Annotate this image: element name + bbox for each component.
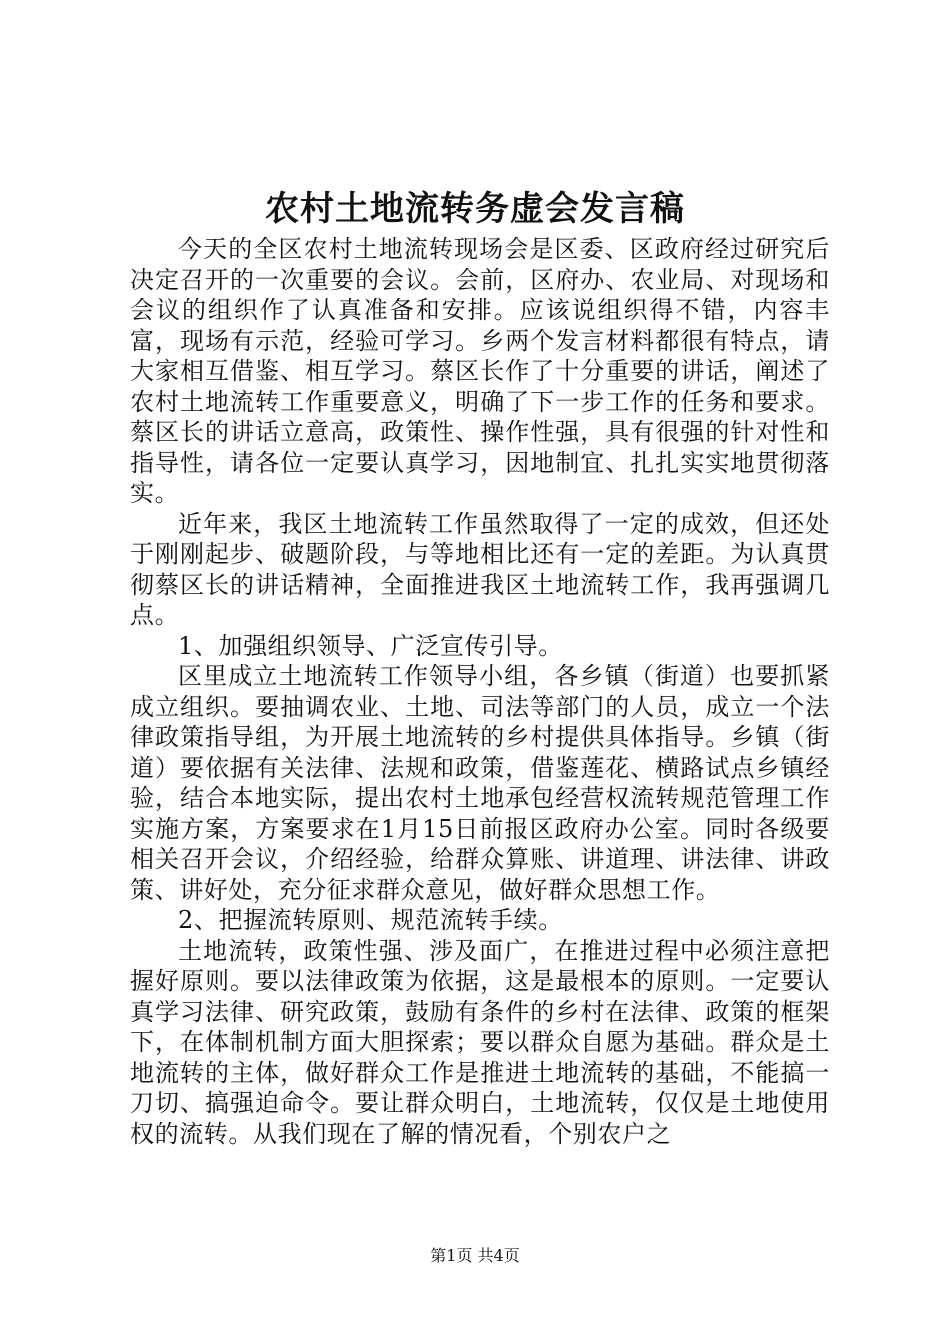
page-number-footer: 第1页 共4页 — [430, 1246, 520, 1265]
paragraph-intro: 今天的全区农村土地流转现场会是区委、区政府经过研究后决定召开的一次重要的会议。会前，区府办、农业局、对现场和会议的组织作了认真准备和安排。应该说组织得不错，内容丰富，现场有示范，经验可学习。乡两个发言材料都很有特点，请大家相互借鉴、相互学习。蔡区长作了十分重要的讲话，阐述了农村土地流转工作重要意义，明确了下一步工作的任务和要求。蔡区长的讲话立意高，政策性、操作性强，具有很强的针对性和指导性，请各位一定要认真学习，因地制宜、扎扎实实地贯彻落实。 — [130, 235, 830, 507]
paragraph-background: 近年来，我区土地流转工作虽然取得了一定的成效，但还处于刚刚起步、破题阶段，与等地相比还有一定的差距。为认真贯彻蔡区长的讲话精神，全面推进我区土地流转工作，我再强调几点。 — [130, 509, 830, 629]
document-title: 农村土地流转务虚会发言稿 — [265, 189, 685, 229]
paragraph-section-1: 区里成立土地流转工作领导小组，各乡镇（街道）也要抓紧成立组织。要抽调农业、土地、司法等部门的人员，成立一个法律政策指导组，为开展土地流转的乡村提供具体指导。乡镇（街道）要依据有关法律、法规和政策，借鉴莲花、横路试点乡镇经验，结合本地实际，提出农村土地承包经营权流转规范管理工作实施方案，方案要求在1月15日前报区政府办公室。同时各级要相关召开会议，介绍经验，给群众算账、讲道理、讲法律、讲政策、讲好处，充分征求群众意见，做好群众思想工作。 — [130, 662, 830, 904]
paragraph-section-2: 土地流转，政策性强、涉及面广，在推进过程中必须注意把握好原则。要以法律政策为依据，这是最根本的原则。一定要认真学习法律、研究政策，鼓励有条件的乡村在法律、政策的框架下，在体制机制方面大胆探索；要以群众自愿为基础。群众是土地流转的主体，做好群众工作是推进土地流转的基础，不能搞一刀切、搞强迫命令。要让群众明白，土地流转，仅仅是土地使用权的流转。从我们现在了解的情况看，个别农户之 — [130, 936, 830, 1148]
document-body — [130, 234, 830, 1149]
section-heading-1: 1、加强组织领导、广泛宣传引导。 — [178, 631, 563, 660]
section-heading-2: 2、把握流转原则、规范流转手续。 — [178, 906, 563, 934]
